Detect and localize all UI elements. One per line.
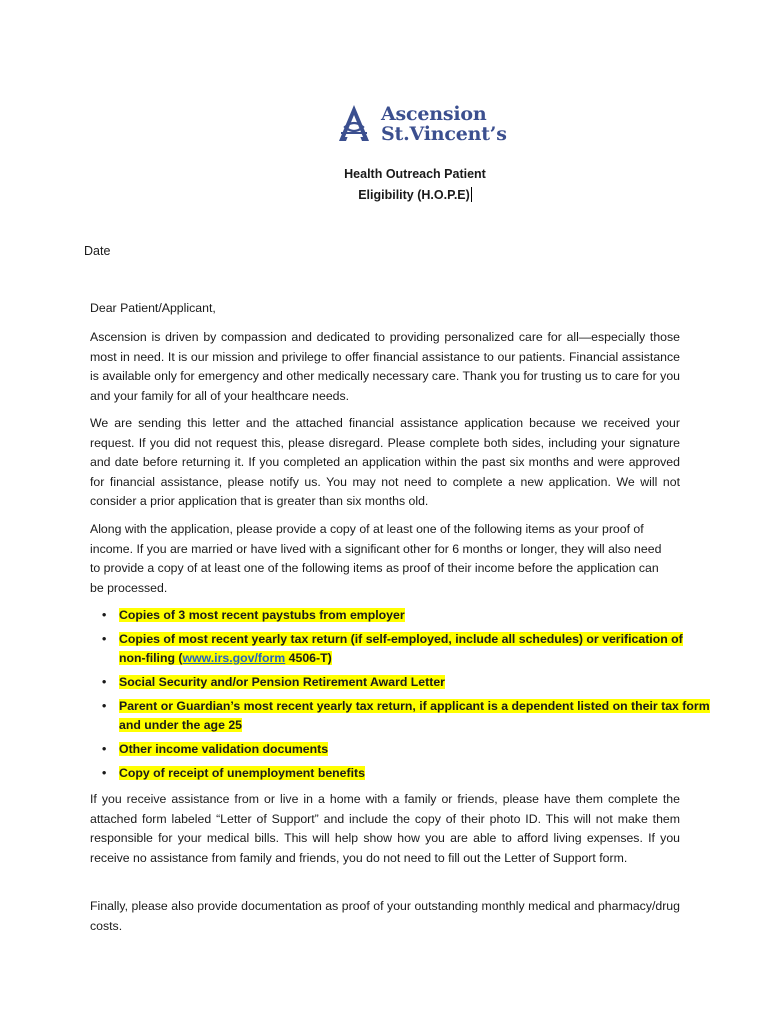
paragraph-request: We are sending this letter and the attached financial assistance application because we received your request. If you did not request this, please disregard. Please complete both sides, including your signature and date before returning it. If you completed an application within the past six months and were approved for financial assistance, please notify us. You may not need to complete a new application. We will not consider a prior application that is greater than six months old. [90, 416, 680, 508]
list-item-text: Copies of 3 most recent paystubs from employer [119, 608, 405, 622]
logo-text-line2: St.Vincent’s [381, 123, 507, 145]
list-item [102, 740, 712, 759]
bullet-icon: • [102, 632, 107, 646]
list-item-text [119, 632, 683, 665]
list-item-text: Parent or Guardian’s most recent yearly tax return, if applicant is a dependent listed on their tax form and under the age 25 [119, 699, 710, 732]
list-item-text: Social Security and/or Pension Retirement Award Letter [119, 675, 445, 689]
income-documents-list [102, 606, 712, 788]
paragraph-proof-of-income: Along with the application, please provide a copy of at least one of the following items as your proof of income. If you are married or have lived with a significant other for 6 months or longer, they will also need to provide a copy of at least one of the following items as proof of their income before the application can be processed. [90, 522, 662, 595]
salutation: Dear Patient/Applicant, [90, 301, 216, 315]
document-title-line2-text: Eligibility (H.O.P.E) [358, 188, 470, 202]
document-title-line1: Health Outreach Patient [344, 167, 486, 181]
document-title-line2 [0, 187, 770, 202]
irs-form-link[interactable]: www.irs.gov/form [182, 651, 286, 665]
paragraph-medical-costs: Finally, please also provide documentation as proof of your outstanding monthly medical and pharmacy/drug costs. [90, 899, 680, 933]
ascension-cross-icon [333, 103, 375, 145]
bullet-icon: • [102, 766, 107, 780]
list-item [102, 764, 712, 783]
text-cursor [471, 187, 472, 202]
date-label: Date [84, 244, 111, 258]
ascension-logo [333, 103, 507, 145]
list-item [102, 606, 712, 625]
list-item-text-after: 4506-T) [285, 651, 332, 665]
logo-text-line1: Ascension [381, 103, 487, 125]
paragraph-letter-of-support: If you receive assistance from or live in a home with a family or friends, please have them complete the attached form labeled “Letter of Support” and include the copy of their photo ID. This will not make them responsible for your medical bills. This will help show how you are able to afford living expenses. If you receive no assistance from family and friends, you do not need to fill out the Letter of Support form. [90, 792, 680, 865]
list-item-text: Copy of receipt of unemployment benefits [119, 766, 365, 780]
bullet-icon: • [102, 699, 107, 713]
paragraph-intro: Ascension is driven by compassion and dedicated to providing personalized care for all—especially those most in need. It is our mission and privilege to offer financial assistance to our patients. Financial assistance is available only for emergency and other medically necessary care. Thank you for trusting us to care for you and your family for all of your healthcare needs. [90, 330, 680, 403]
list-item [102, 697, 712, 735]
list-item [102, 630, 712, 668]
bullet-icon: • [102, 742, 107, 756]
bullet-icon: • [102, 608, 107, 622]
list-item-text-before: Copies of most recent yearly tax return (if self-employed, include all schedules) or verification of non-filing ( [119, 632, 683, 665]
bullet-icon: • [102, 675, 107, 689]
list-item [102, 673, 712, 692]
list-item-text: Other income validation documents [119, 742, 329, 756]
